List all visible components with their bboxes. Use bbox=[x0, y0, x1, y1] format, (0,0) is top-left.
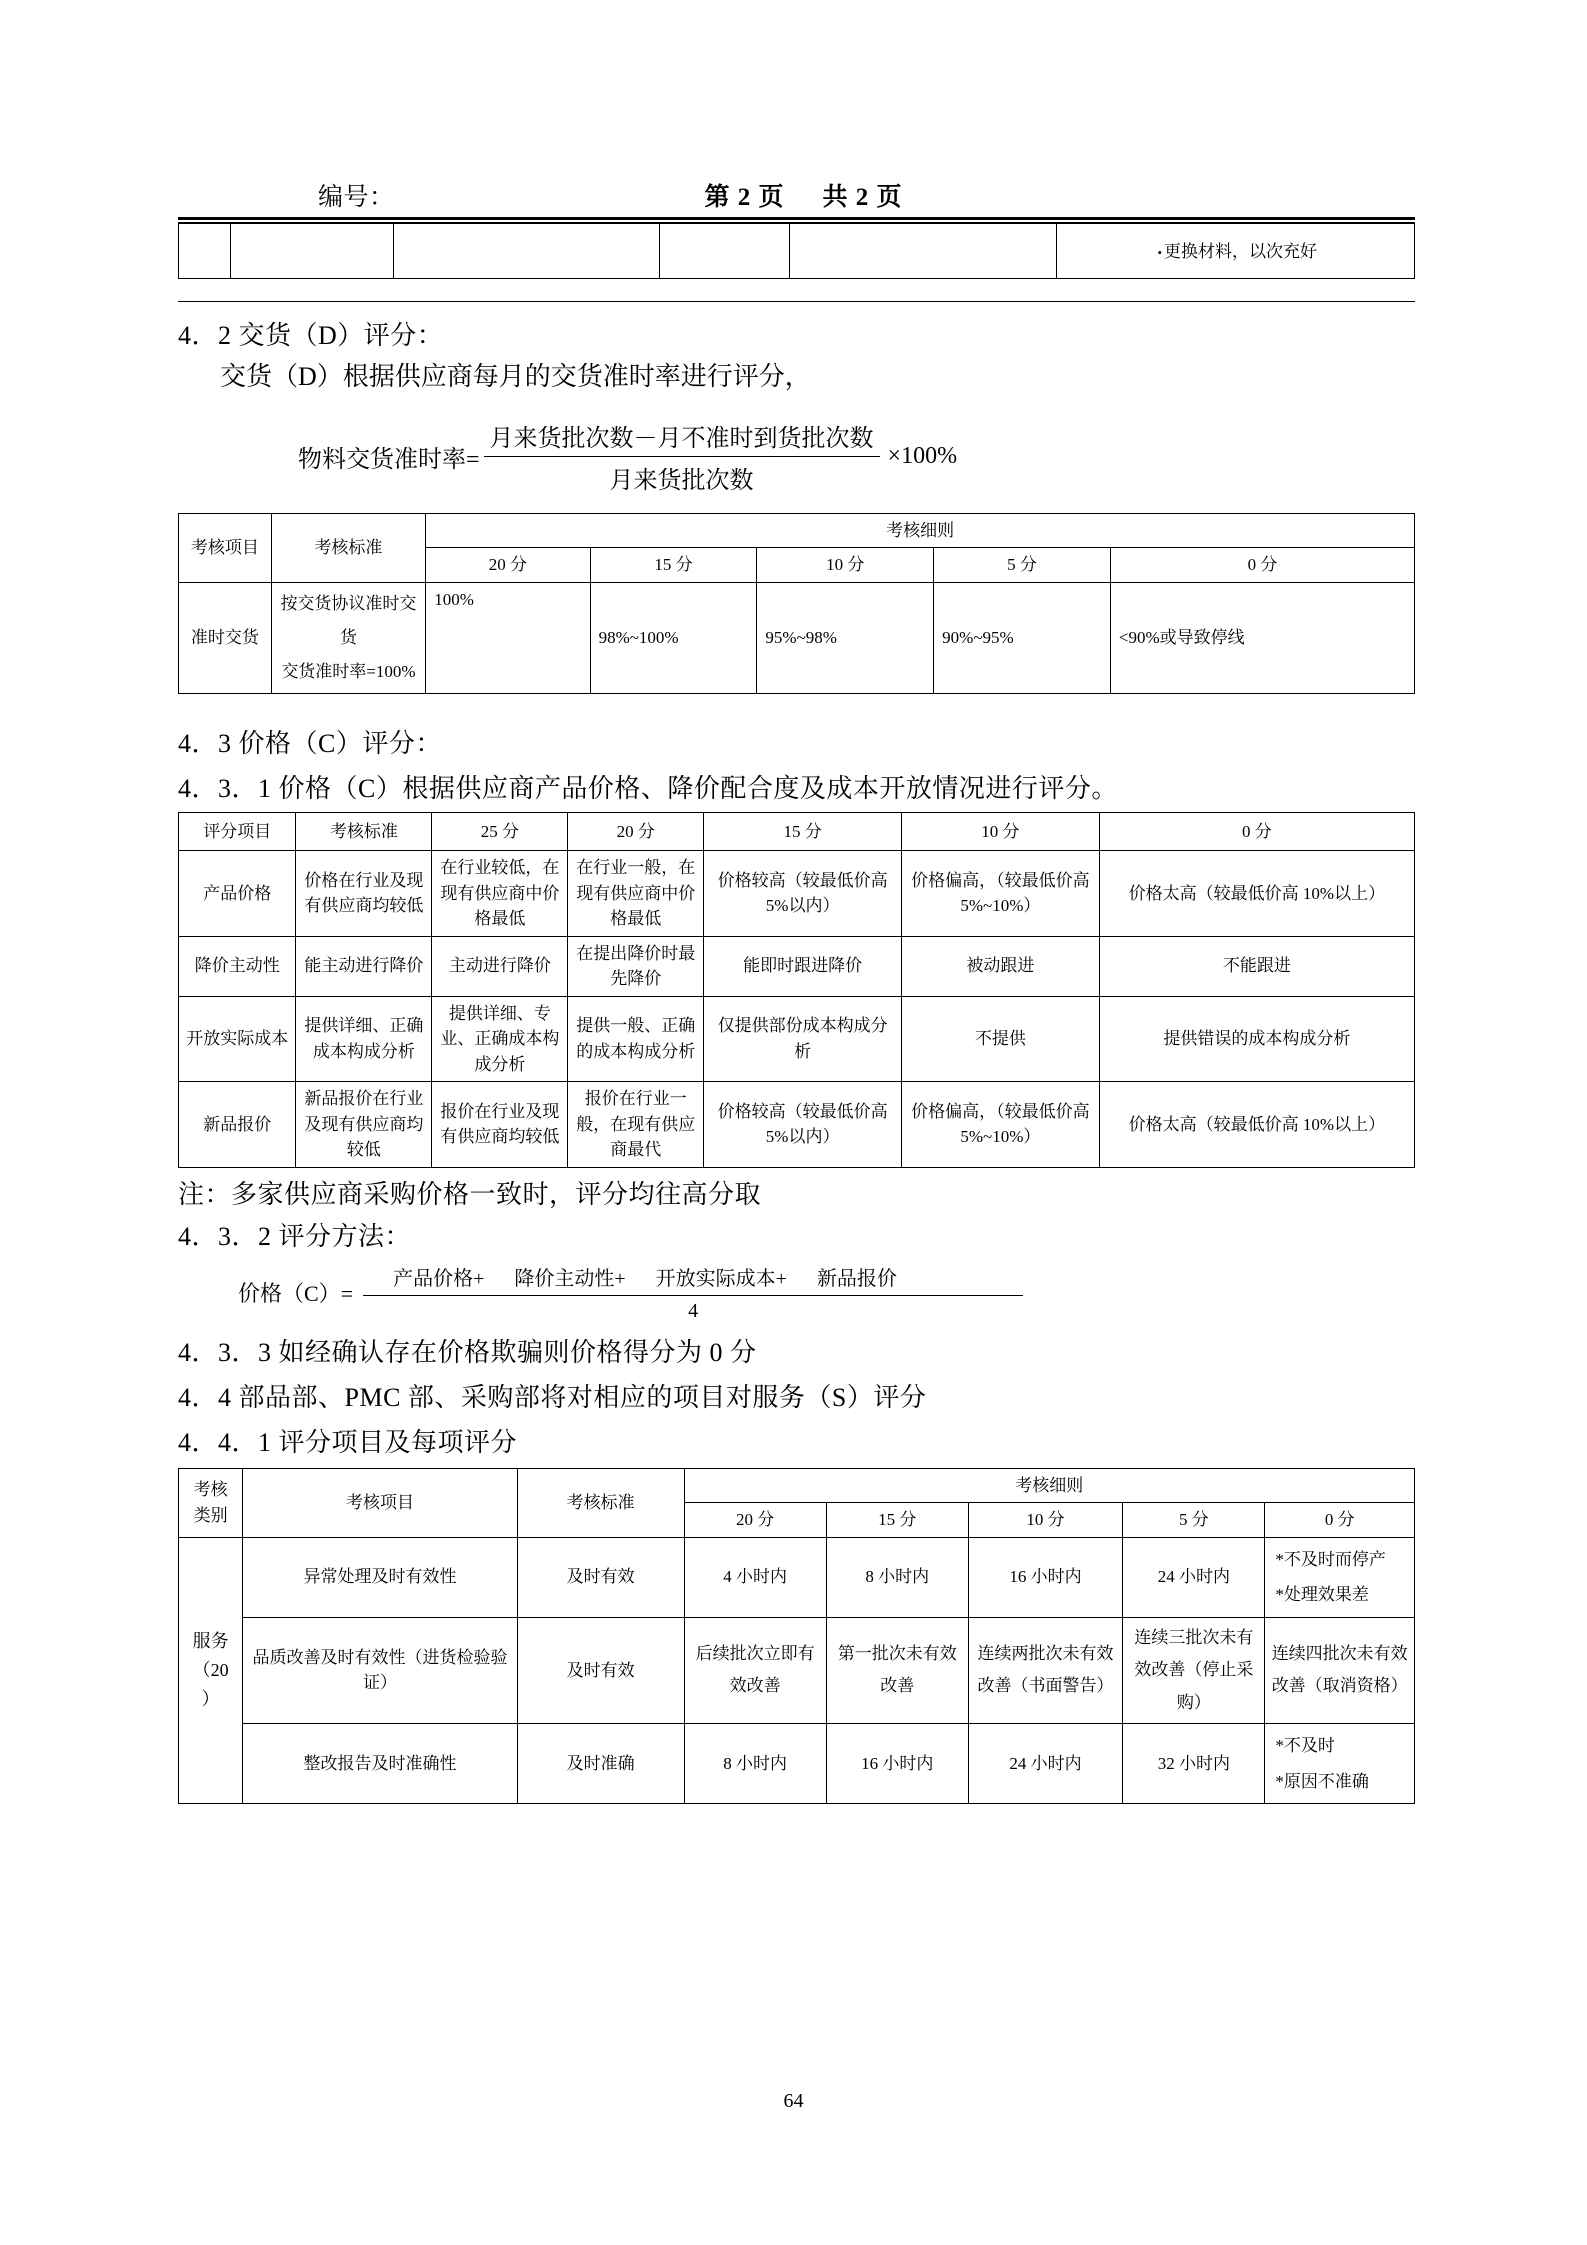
term-price-reduction: 降价主动性+ bbox=[514, 1267, 626, 1290]
cell-detail-20: 100% bbox=[426, 582, 590, 693]
cell-standard: 新品报价在行业及现有供应商均较低 bbox=[296, 1082, 432, 1168]
delivery-scoring-table bbox=[178, 513, 1415, 694]
formula-c-denominator: 4 bbox=[688, 1299, 699, 1322]
category-line-1: 服务 bbox=[192, 1631, 229, 1652]
header-price-item: 评分项目 bbox=[179, 812, 296, 851]
cell-service-20: 后续批次立即有效改善 bbox=[684, 1617, 826, 1723]
cell-score-10: 不提供 bbox=[902, 996, 1100, 1082]
cell-service-10: 16 小时内 bbox=[968, 1537, 1123, 1617]
cell-service-15: 8 小时内 bbox=[826, 1537, 968, 1617]
cell-score-20: 在提出降价时最先降价 bbox=[568, 936, 704, 996]
cell-item: 新品报价 bbox=[179, 1082, 296, 1168]
header-detail-group: 考核细则 bbox=[426, 513, 1415, 548]
cell-score-25: 报价在行业及现有供应商均较低 bbox=[432, 1082, 568, 1168]
header-price-standard: 考核标准 bbox=[296, 812, 432, 851]
standard-line-2: 交货准时率=100% bbox=[281, 661, 416, 681]
cell-service-item: 异常处理及时有效性 bbox=[243, 1537, 517, 1617]
formula-fraction bbox=[484, 418, 880, 495]
cell-service-15: 第一批次未有效改善 bbox=[826, 1617, 968, 1723]
heading-4-4: 4．4 部品部、PMC 部、采购部将对相应的项目对服务（S）评分 bbox=[178, 1382, 927, 1412]
table-row bbox=[179, 1082, 1415, 1168]
standard-line-1: 按交货协议准时交货 bbox=[280, 593, 417, 647]
header-service-detail-group: 考核细则 bbox=[684, 1468, 1414, 1503]
cell-score-10: 价格偏高，（较最低价高 5%~10%） bbox=[902, 1082, 1100, 1168]
cell-score-20: 在行业一般，在现有供应商中价格最低 bbox=[568, 851, 704, 937]
cell-detail-0: <90%或导致停线 bbox=[1110, 582, 1414, 693]
header-score-5: 5 分 bbox=[934, 548, 1111, 583]
heading-4-3-1: 4．3．1 价格（C）根据供应商产品价格、降价配合度及成本开放情况进行评分。 bbox=[178, 773, 1118, 803]
footer-page-number: 64 bbox=[783, 2090, 804, 2112]
formula-c-numerator bbox=[363, 1262, 1023, 1295]
header-service-standard: 考核标准 bbox=[517, 1468, 684, 1537]
header-service-item: 考核项目 bbox=[243, 1468, 517, 1537]
frag-cell-4 bbox=[659, 224, 789, 279]
cell-service-0 bbox=[1265, 1537, 1415, 1617]
cell-item: 开放实际成本 bbox=[179, 996, 296, 1082]
header-score-15: 15 分 bbox=[590, 548, 757, 583]
category-line-3: ） bbox=[201, 1688, 220, 1709]
document-code-label: 编号： bbox=[318, 184, 395, 211]
table-row bbox=[179, 851, 1415, 937]
header-category-line-2: 类别 bbox=[193, 1505, 228, 1525]
header-category bbox=[179, 1468, 243, 1537]
cell-service-standard: 及时有效 bbox=[517, 1537, 684, 1617]
frag-cell-note bbox=[1056, 224, 1414, 279]
cell-standard: 提供详细、正确成本构成分析 bbox=[296, 996, 432, 1082]
header-standard: 考核标准 bbox=[271, 513, 426, 582]
cell-category-service bbox=[179, 1537, 243, 1804]
cell-score-25: 提供详细、专业、正确成本构成分析 bbox=[432, 996, 568, 1082]
header-service-20: 20 分 bbox=[684, 1503, 826, 1538]
continued-fragment-table bbox=[178, 223, 1415, 279]
table-row bbox=[179, 582, 1415, 693]
cell-service-item: 整改报告及时准确性 bbox=[243, 1723, 517, 1803]
cell-service-20: 8 小时内 bbox=[684, 1723, 826, 1803]
cell-score-10: 被动跟进 bbox=[902, 936, 1100, 996]
frag-cell-2 bbox=[230, 224, 393, 279]
header-score-0: 0 分 bbox=[1110, 548, 1414, 583]
page-total: 共 2 页 bbox=[822, 184, 903, 211]
frag-cell-1 bbox=[179, 224, 231, 279]
term-new-quote: 新品报价 bbox=[816, 1267, 897, 1290]
cell-score-15: 价格较高（较最低价高 5%以内） bbox=[704, 851, 902, 937]
heading-4-3-3: 4．3．3 如经确认存在价格欺骗则价格得分为 0 分 bbox=[178, 1337, 757, 1367]
formula-lhs: 物料交货准时率= bbox=[298, 446, 480, 473]
table-header-row bbox=[179, 1468, 1415, 1503]
delivery-rate-formula bbox=[298, 418, 1415, 495]
cell-score-0: 不能跟进 bbox=[1099, 936, 1414, 996]
header-service-5: 5 分 bbox=[1123, 1503, 1265, 1538]
header-price-10: 10 分 bbox=[902, 812, 1100, 851]
cell-score-0: 提供错误的成本构成分析 bbox=[1099, 996, 1414, 1082]
table-header-row bbox=[179, 513, 1415, 548]
cell-score-15: 能即时跟进降价 bbox=[704, 936, 902, 996]
cell-item: 产品价格 bbox=[179, 851, 296, 937]
price-score-formula bbox=[238, 1262, 1415, 1323]
header-score-10: 10 分 bbox=[757, 548, 934, 583]
table-header-row bbox=[179, 812, 1415, 851]
header-score-20: 20 分 bbox=[426, 548, 590, 583]
page-content bbox=[178, 0, 1415, 1804]
cell-detail-15: 98%~100% bbox=[590, 582, 757, 693]
header-category-line-1: 考核 bbox=[193, 1480, 228, 1500]
cell-score-0: 价格太高（较最低价高 10%以上） bbox=[1099, 1082, 1414, 1168]
page-header bbox=[178, 182, 1415, 217]
cell-service-5: 32 小时内 bbox=[1123, 1723, 1265, 1803]
header-price-25: 25 分 bbox=[432, 812, 568, 851]
table-row bbox=[179, 1537, 1415, 1617]
cell-score-20: 报价在行业一般，在现有供应商最代 bbox=[568, 1082, 704, 1168]
cell-standard: 能主动进行降价 bbox=[296, 936, 432, 996]
cell-score-20: 提供一般、正确的成本构成分析 bbox=[568, 996, 704, 1082]
term-open-cost: 开放实际成本+ bbox=[655, 1267, 787, 1290]
cell-service-0: 连续四批次未有效改善（取消资格） bbox=[1265, 1617, 1415, 1723]
paragraph-4-2: 交货（D）根据供应商每月的交货准时率进行评分， bbox=[220, 362, 811, 392]
cell-score-10: 价格偏高，（较最低价高 5%~10%） bbox=[902, 851, 1100, 937]
cell-service-0 bbox=[1265, 1723, 1415, 1803]
cell-score-15: 价格较高（较最低价高 5%以内） bbox=[704, 1082, 902, 1168]
heading-4-2: 4．2 交货（D）评分： bbox=[178, 321, 444, 351]
header-price-20: 20 分 bbox=[568, 812, 704, 851]
zero-line-2: *处理效果差 bbox=[1275, 1585, 1369, 1605]
cell-item-ontime: 准时交货 bbox=[179, 582, 272, 693]
page-current: 第 2 页 bbox=[704, 184, 785, 211]
service-scoring-table bbox=[178, 1468, 1415, 1805]
bullet-icon: • bbox=[1157, 244, 1163, 260]
formula-rhs: ×100% bbox=[887, 442, 958, 469]
frag-note-text: 更换材料，以次充好 bbox=[1164, 241, 1318, 261]
table-row bbox=[179, 224, 1415, 279]
heading-4-4-1: 4．4．1 评分项目及每项评分 bbox=[178, 1427, 518, 1457]
header-price-0: 0 分 bbox=[1099, 812, 1414, 851]
cell-service-standard: 及时准确 bbox=[517, 1723, 684, 1803]
cell-score-15: 仅提供部份成本构成分析 bbox=[704, 996, 902, 1082]
cell-detail-5: 90%~95% bbox=[934, 582, 1111, 693]
cell-service-10: 24 小时内 bbox=[968, 1723, 1123, 1803]
table-row bbox=[179, 936, 1415, 996]
cell-service-15: 16 小时内 bbox=[826, 1723, 968, 1803]
header-service-10: 10 分 bbox=[968, 1503, 1123, 1538]
frag-cell-3 bbox=[394, 224, 660, 279]
cell-score-25: 在行业较低，在现有供应商中价格最低 bbox=[432, 851, 568, 937]
cell-service-5: 24 小时内 bbox=[1123, 1537, 1265, 1617]
cell-service-standard: 及时有效 bbox=[517, 1617, 684, 1723]
formula-c-lhs: 价格（C）= bbox=[238, 1280, 354, 1306]
cell-score-25: 主动进行降价 bbox=[432, 936, 568, 996]
cell-service-20: 4 小时内 bbox=[684, 1537, 826, 1617]
zero-line-2: *原因不准确 bbox=[1275, 1771, 1369, 1791]
header-item: 考核项目 bbox=[179, 513, 272, 582]
cell-score-0: 价格太高（较最低价高 10%以上） bbox=[1099, 851, 1414, 937]
header-price-15: 15 分 bbox=[704, 812, 902, 851]
heading-4-3: 4．3 价格（C）评分： bbox=[178, 728, 442, 758]
heading-4-3-2: 4．3．2 评分方法： bbox=[178, 1221, 412, 1251]
formula-denominator: 月来货批次数 bbox=[609, 467, 754, 494]
cell-detail-10: 95%~98% bbox=[757, 582, 934, 693]
cell-service-5: 连续三批次未有效改善（停止采购） bbox=[1123, 1617, 1265, 1723]
section-divider bbox=[178, 301, 1415, 302]
table-row bbox=[179, 1617, 1415, 1723]
price-table-note: 注：多家供应商采购价格一致时，评分均往高分取 bbox=[178, 1179, 762, 1209]
category-line-2: （20 bbox=[192, 1659, 229, 1680]
table-row bbox=[179, 996, 1415, 1082]
cell-standard-ontime bbox=[271, 582, 426, 693]
header-service-0: 0 分 bbox=[1265, 1503, 1415, 1538]
price-scoring-table bbox=[178, 812, 1415, 1168]
cell-service-item: 品质改善及时有效性（进货检验验证） bbox=[243, 1617, 517, 1723]
header-service-15: 15 分 bbox=[826, 1503, 968, 1538]
zero-line-1: *不及时而停产 bbox=[1275, 1549, 1386, 1569]
page-indicator bbox=[705, 182, 903, 213]
table-row bbox=[179, 1723, 1415, 1803]
formula-c-fraction bbox=[363, 1262, 1023, 1323]
cell-service-10: 连续两批次未有效改善（书面警告） bbox=[968, 1617, 1123, 1723]
cell-standard: 价格在行业及现有供应商均较低 bbox=[296, 851, 432, 937]
zero-line-1: *不及时 bbox=[1275, 1735, 1335, 1755]
term-product-price: 产品价格+ bbox=[393, 1267, 485, 1290]
cell-item: 降价主动性 bbox=[179, 936, 296, 996]
frag-cell-5 bbox=[789, 224, 1056, 279]
formula-numerator: 月来货批次数－月不准时到货批次数 bbox=[489, 425, 874, 452]
